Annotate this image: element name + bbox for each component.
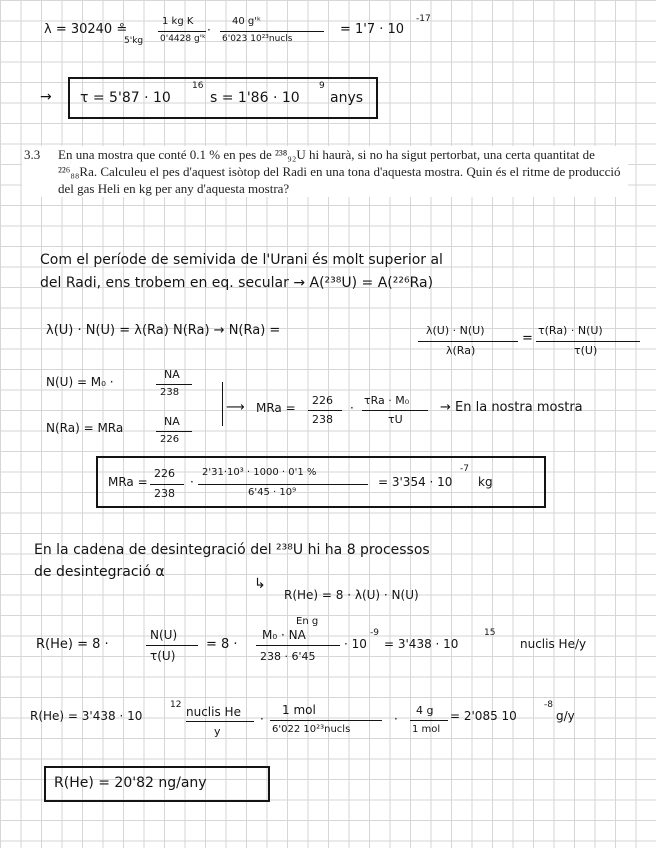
box2-num2: 2'31·10³ · 1000 · 0'1 % <box>202 467 317 478</box>
mra-dot: · <box>350 401 354 415</box>
final-result: R(He) = 20'82 ng/any <box>54 775 207 791</box>
rhe3-den: y <box>214 725 221 738</box>
box2-den2: 6'45 · 10⁹ <box>248 487 297 498</box>
tau-exp1: 16 <box>192 81 204 91</box>
implies-arrow: → <box>40 89 52 105</box>
chain-line-2: de desintegració α <box>34 564 165 580</box>
rhe2-num: N(U) <box>150 628 178 642</box>
tau-result-box <box>68 77 378 119</box>
fraction-bar <box>220 31 324 32</box>
eq1-f1-den: λ(Ra) <box>446 344 476 357</box>
fraction-bar <box>270 720 382 721</box>
nra-den: 226 <box>160 434 180 445</box>
rhe2-num2: M₀ · NA <box>262 628 306 642</box>
en-g-note: En g <box>296 616 319 627</box>
hook-arrow: ↳ <box>254 576 266 592</box>
mra-num: 226 <box>312 394 333 407</box>
rhe2-tail: · 10 <box>344 637 367 651</box>
rhe3-exp2: -8 <box>544 700 553 710</box>
fraction-bar <box>362 410 428 411</box>
lambda-den3: 6'023 10²³nucls <box>222 34 293 44</box>
fraction-bar <box>418 341 518 342</box>
lambda-lhs: λ = 30240 ≗ <box>44 22 128 37</box>
rhe3-dot2: · <box>394 712 398 726</box>
final-result-box <box>44 766 270 802</box>
rhe2-exp2: 15 <box>484 628 496 638</box>
fraction-bar <box>158 31 206 32</box>
nu-den: 238 <box>160 387 180 398</box>
rhe2-unit: nuclis He/y <box>520 637 587 651</box>
eq1-f2-den: τ(U) <box>574 344 598 357</box>
rhe2-den2: 238 · 6'45 <box>260 650 316 663</box>
problem-number: 3.3 <box>24 147 41 162</box>
rhe2-mid: = 8 · <box>206 637 238 652</box>
problem-statement <box>22 146 628 197</box>
chain-line-1: En la cadena de desintegració del ²³⁸U hi ha 8 processos <box>34 542 430 558</box>
rhe2-res: = 3'438 · 10 <box>384 637 459 651</box>
lambda-den2: 0'4428 g'ᵏ <box>160 34 206 44</box>
bracket-line <box>222 382 223 426</box>
eq1-equals: = <box>522 331 533 346</box>
box2-res: = 3'354 · 10 <box>378 475 453 489</box>
fraction-bar <box>156 384 192 385</box>
nra-num: NA <box>164 415 180 428</box>
rhe2-exp: -9 <box>370 628 379 638</box>
rhe2-den: τ(U) <box>150 649 176 663</box>
fraction-bar <box>536 341 640 342</box>
rhe3-den2: 6'022 10²³nucls <box>272 724 351 735</box>
rhe3-num2: 1 mol <box>282 703 316 717</box>
lambda-num3: 40 g'ᵏ <box>232 16 262 27</box>
mra-tail: → En la nostra mostra <box>440 400 583 415</box>
nu-lhs: N(U) = M₀ · <box>46 375 114 389</box>
eq1-f2-num: τ(Ra) · N(U) <box>538 324 603 337</box>
problem-text: En una mostra que conté 0.1 % en pes de ²³⁸₉₂U hi haurà, si no ha sigut pertorbat, una certa quantitat de ²²⁶₈₈Ra. Calculeu el pes d'aquest isòtop del Radi en una tona d'aquesta mostra. Quin és el ritme de producció del gas Heli en kg per any d'aquesta mostra? <box>58 147 621 196</box>
fraction-bar <box>150 484 184 485</box>
fraction-bar <box>186 721 254 722</box>
tau-exp2: 9 <box>319 81 325 91</box>
rhe3-lhs: R(He) = 3'438 · 10 <box>30 709 143 723</box>
mra-den2: τU <box>388 413 403 426</box>
nu-num: NA <box>164 368 180 381</box>
eq1-lhs: λ(U) · N(U) = λ(Ra) N(Ra) → N(Ra) = <box>46 323 281 338</box>
fraction-bar <box>256 645 340 646</box>
box2-exp: -7 <box>460 464 469 474</box>
rhe3-den3: 1 mol <box>412 724 441 735</box>
rhe3-num: nuclis He <box>186 705 241 719</box>
fraction-bar <box>198 484 368 485</box>
box2-unit: kg <box>478 475 493 489</box>
rhe-equation: R(He) = 8 · λ(U) · N(U) <box>284 588 419 602</box>
box2-dot: · <box>190 475 194 489</box>
tau-text: τ = 5'87 · 10 <box>80 90 171 106</box>
mra-den: 238 <box>312 413 333 426</box>
tau-text2: s = 1'86 · 10 <box>210 90 300 106</box>
nra-lhs: N(Ra) = MRa <box>46 421 124 435</box>
mra-num2: τRa · M₀ <box>364 394 410 407</box>
rhe3-res: = 2'085 10 <box>450 709 517 723</box>
rhe3-num3: 4 g <box>416 704 434 717</box>
lambda-den-s: 5'kg <box>124 36 144 46</box>
mra-result-box <box>96 456 546 508</box>
box2-den1: 238 <box>154 487 175 500</box>
solution-line-2: del Radi, ens trobem en eq. secular → A(²³⁸U) = A(²²⁶Ra) <box>40 275 434 291</box>
mra-lhs: MRa = <box>256 401 296 415</box>
box2-lhs: MRa = <box>108 475 148 489</box>
box2-num1: 226 <box>154 467 175 480</box>
fraction-bar <box>410 720 448 721</box>
lambda-result: = 1'7 · 10 <box>340 22 405 37</box>
lambda-num2: 1 kg K <box>162 16 194 27</box>
rhe3-unit: g/y <box>556 709 575 723</box>
fraction-bar <box>146 645 198 646</box>
lambda-result-exp: -17 <box>416 14 431 24</box>
rhe3-exp: 12 <box>170 700 182 710</box>
rhe3-dot: · <box>260 712 264 726</box>
eq1-f1-num: λ(U) · N(U) <box>426 324 485 337</box>
tau-text3: anys <box>330 90 364 106</box>
solution-line-1: Com el període de semivida de l'Urani és molt superior al <box>40 252 443 268</box>
fraction-bar <box>156 431 192 432</box>
fraction-bar <box>308 410 342 411</box>
rhe2-lhs: R(He) = 8 · <box>36 637 109 652</box>
